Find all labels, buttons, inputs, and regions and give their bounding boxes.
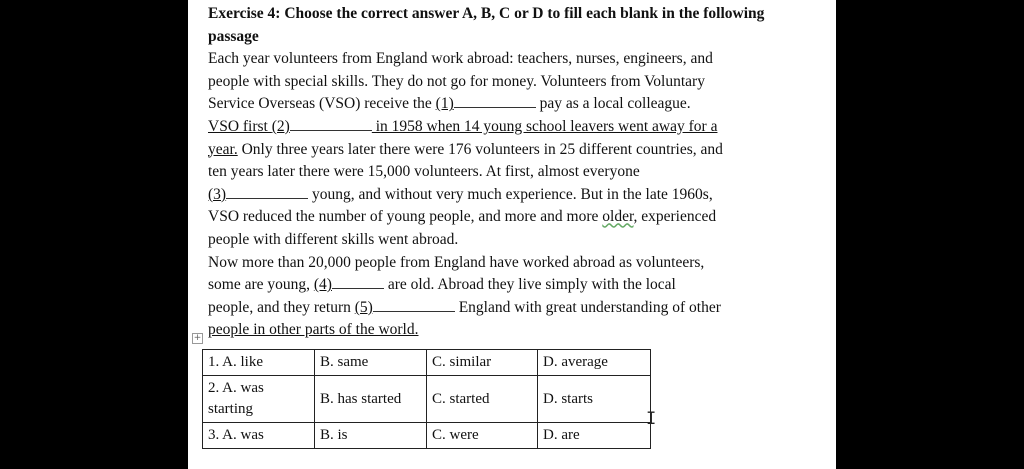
blank-4-label: (4) [313, 276, 332, 294]
blank-1-line[interactable] [454, 93, 536, 108]
text-cursor-icon: I [646, 409, 657, 429]
passage-line: people with special skills. They do not go for money. Volunteers from Voluntary [208, 72, 705, 90]
document-page [188, 0, 836, 469]
passage-line: Now more than 20,000 people from England have worked abroad as volunteers, [208, 253, 705, 271]
blank-2-label: (2) [271, 117, 290, 135]
table-cell[interactable]: D. average [538, 350, 651, 376]
table-row [203, 376, 651, 423]
passage-line: ten years later there were 15,000 volunteers. At first, almost everyone [208, 163, 640, 181]
table-cell[interactable]: 2. A. was starting [203, 376, 315, 423]
passage-line: , experienced [633, 208, 717, 226]
table-cell[interactable]: B. has started [315, 376, 427, 423]
table-cell[interactable]: B. is [315, 423, 427, 449]
passage-line: people, and they return [208, 298, 355, 316]
passage-line: VSO first [208, 117, 272, 135]
blank-2-line[interactable] [290, 116, 372, 131]
passage-line: Only three years later there were 176 volunteers in 25 different countries, and [237, 140, 723, 158]
table-move-handle-icon[interactable]: + [193, 333, 202, 343]
table-row [203, 350, 651, 376]
table-cell[interactable]: C. started [427, 376, 538, 423]
passage-paragraph-1 [208, 48, 778, 251]
table-cell[interactable]: D. starts [538, 376, 651, 423]
passage-line: young, and without very much experience. But in the late 1960s, [308, 185, 713, 203]
options-table [202, 349, 651, 449]
table-row [203, 423, 651, 449]
blank-1-label: (1) [435, 95, 454, 113]
table-cell[interactable]: C. were [427, 423, 538, 449]
table-cell[interactable]: B. same [315, 350, 427, 376]
document-content [208, 3, 778, 342]
passage-line: England with great understanding of other [454, 298, 721, 316]
exercise-title: Exercise 4: Choose the correct answer A, B, C or D to fill each blank in the following passage [208, 5, 765, 45]
passage-line: people in other parts of the world. [208, 321, 419, 339]
passage-paragraph-2 [208, 252, 778, 342]
blank-3-label: (3) [208, 185, 227, 203]
table-cell[interactable]: D. are [538, 423, 651, 449]
passage-word-year: year. [208, 140, 238, 158]
passage-line: people with different skills went abroad. [208, 230, 459, 248]
blank-5-line[interactable] [373, 297, 455, 312]
blank-3-line[interactable] [226, 184, 308, 199]
passage-line: VSO reduced the number of young people, and more and more [208, 208, 603, 226]
blank-5-label: (5) [354, 298, 373, 316]
table-cell[interactable]: 1. A. like [203, 350, 315, 376]
passage-line: are old. Abroad they live simply with the local [383, 276, 676, 294]
passage-line: in 1958 when 14 young school leavers went away for a [371, 117, 718, 135]
passage-line: some are young, [208, 276, 314, 294]
passage-line: Each year volunteers from England work abroad: teachers, nurses, engineers, and [208, 50, 713, 68]
passage-word-older: older [602, 208, 634, 226]
blank-4-line[interactable] [332, 274, 384, 289]
passage-line: pay as a local colleague. [535, 95, 691, 113]
table-cell[interactable]: 3. A. was [203, 423, 315, 449]
passage-line: Service Overseas (VSO) receive the [208, 95, 436, 113]
table-cell[interactable]: C. similar [427, 350, 538, 376]
